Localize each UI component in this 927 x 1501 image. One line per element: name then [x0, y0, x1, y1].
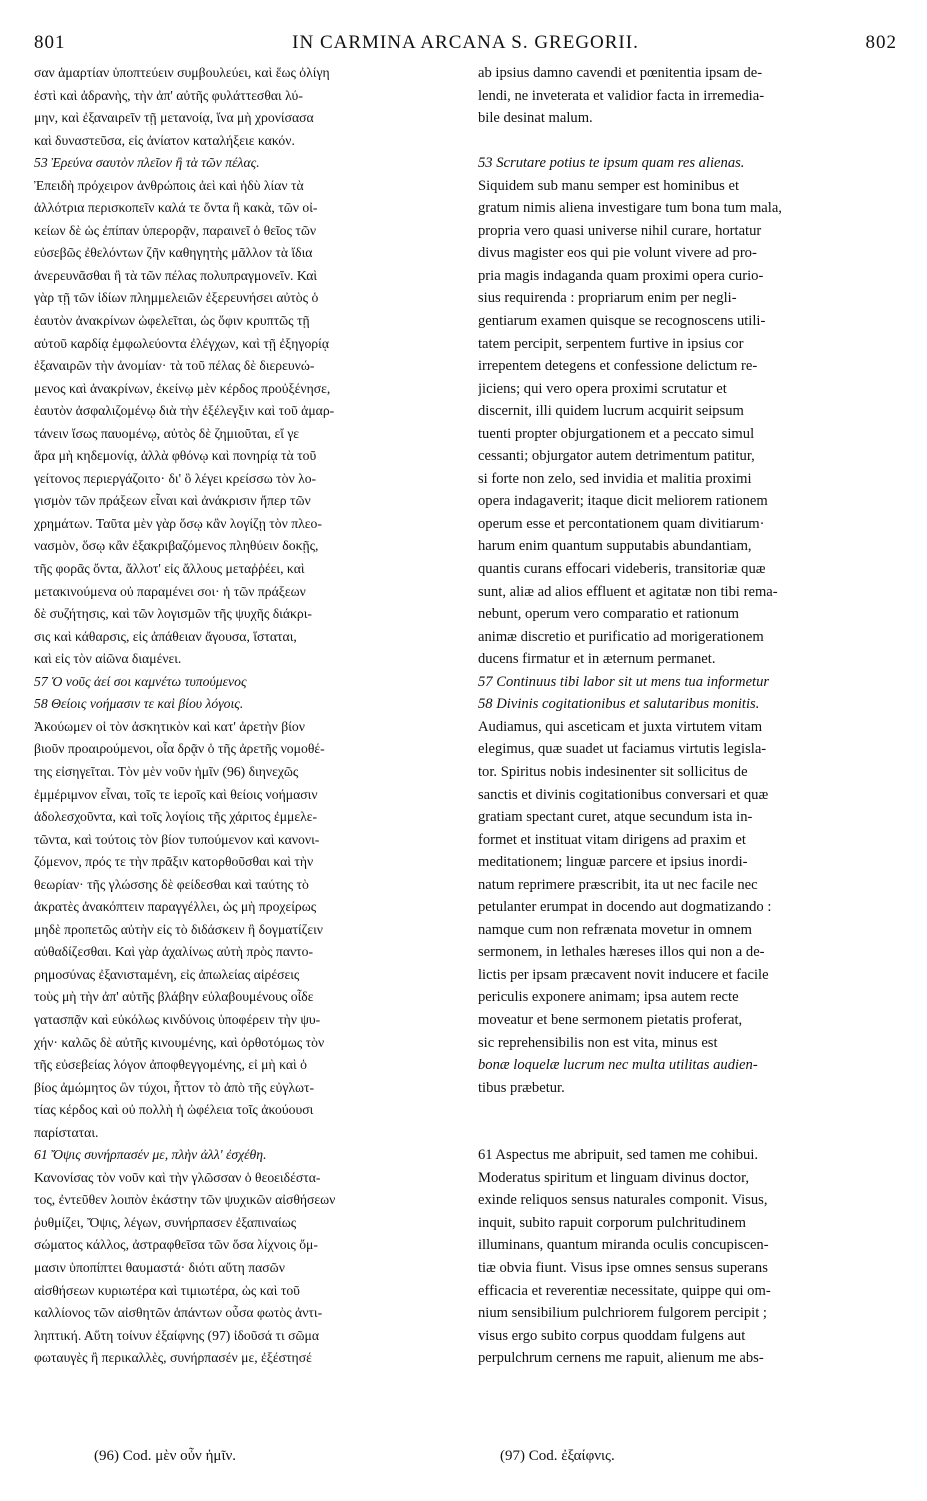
text-line: ἐστὶ καὶ ἀδρανὴς, τὴν ἀπ' αὐτῆς φυλάττεσθαι λύ- [34, 87, 303, 103]
text-line: σαν ἁμαρτίαν ὑποπτεύειν συμβουλεύει, καὶ ἕως ὀλίγη [34, 65, 330, 80]
footnote-96: (96) Cod. μὲν οὖν ἡμῖν. [94, 1448, 237, 1464]
text-line [478, 1122, 896, 1145]
text-line: natum reprimere præscribit, ita ut nec facile nec [478, 876, 758, 893]
text-line: γὰρ τῇ τῶν ἰδίων πλημμελειῶν ἐξερευνήσει αὐτὸς ὁ [34, 290, 319, 306]
text-line: γισμὸν τῶν πράξεων εἶναι καὶ ἀνάκρισιν ἤπερ τῶν [34, 493, 311, 509]
text-line: ἑαυτὸν ἀνακρίνων ὠφελεῖται, ὡς ὄφιν κρυπτῶς τῇ [34, 313, 310, 329]
text-line: nium sensibilium pulchriorem fulgorem percipit ; [478, 1305, 767, 1322]
text-line: δὲ συζήτησις, καὶ τῶν λογισμῶν τῆς ψυχῆς διάκρι- [34, 606, 312, 622]
right-page-number: 802 [865, 32, 897, 53]
text-line: νασμὸν, ὅσῳ κἂν ἐξακριβαζόμενος πληθύειν δοκῇς, [34, 538, 319, 554]
text-line: pria magis indaganda quam proximi opera curio- [478, 267, 764, 284]
text-line: 61 Aspectus me abripuit, sed tamen me cohibui. [478, 1147, 759, 1164]
left-page-number: 801 [34, 32, 66, 53]
text-line: 58 Θείοις νοήμασιν τε καὶ βίου λόγοις. [34, 696, 244, 712]
text-line: gratum nimis aliena investigare tum bona tum mala, [478, 200, 782, 217]
text-line: θεωρίαν· τῆς γλώσσης δὲ φείδεσθαι καὶ ταύτης τὸ [34, 876, 309, 892]
text-line: μετακινούμενα οὐ παραμένει σοι· ἡ τῶν πράξεων [34, 583, 306, 599]
text-line: ἀλλότρια περισκοπεῖν καλά τε ὄντα ἢ κακὰ, τῶν οἰ- [34, 200, 318, 216]
text-line: perpulchrum cernens me rapuit, alienum me abs- [478, 1350, 764, 1367]
text-line: ἐξαναιρῶν τὴν ἀνομίαν· τὰ τοῦ πέλας δὲ διερευνώ- [34, 358, 315, 374]
text-line: σώματος κάλλος, ἀστραφθεῖσα τῶν ὅσα λίχνοις ὄμ- [34, 1237, 318, 1253]
text-line: sanctis et divinis cogitationibus conversari et quæ [478, 786, 769, 803]
text-line: jiciens; qui vero opera proximi scrutatur et [478, 380, 727, 397]
greek-column [34, 62, 464, 1370]
text-line: χρημάτων. Ταῦτα μὲν γὰρ ὅσῳ κἂν λογίζῃ τὸν πλεο- [34, 515, 322, 531]
text-line: 57 Ὁ νοῦς ἀεί σοι καμνέτω τυπούμενος [34, 673, 247, 689]
text-line: bonæ loquelæ lucrum nec multa utilitas audien- [478, 1057, 758, 1074]
text-line: Ἐπειδὴ πρόχειρον ἀνθρώποις ἀεὶ καὶ ἡδὺ λίαν τὰ [34, 177, 304, 193]
text-line: αὐθαδίζεσθαι. Καὶ γὰρ ἀχαλίνως αὐτὴ πρὸς παντο- [34, 944, 314, 960]
text-line: καλλίονος τῶν αἰσθητῶν ἁπάντων οὖσα φωτὸς ἀντι- [34, 1305, 323, 1321]
text-line: si forte non zelo, sed invidia et malitia proximi [478, 470, 752, 487]
text-line: meditationem; linguæ parcere et ipsius inordi- [478, 854, 748, 871]
text-line: μενος καὶ ἀνακρίνων, ἐκείνῳ μὲν κέρδος προὐξένησε, [34, 380, 331, 396]
text-line: αἰσθήσεων κυριωτέρα καὶ τιμιωτέρα, ὡς καὶ τοῦ [34, 1282, 300, 1298]
text-line: εὐσεβῶς ἐθελόντων ζῆν καθηγητὴς μᾶλλον τὰ ἴδια [34, 245, 313, 261]
text-line: sius requirenda : propriarum enim per negli- [478, 290, 737, 307]
text-line: tor. Spiritus nobis indesinenter sit sollicitus de [478, 763, 748, 780]
footnotes [0, 1448, 927, 1474]
text-line: ζόμενον, πρός τε τὴν πρᾶξιν κατορθοῦσθαι καὶ τὴν [34, 854, 314, 870]
text-line: exinde reliquos sensus naturales componit. Visus, [478, 1192, 768, 1209]
text-line: ab ipsius damno cavendi et pœnitentia ipsam de- [478, 65, 763, 81]
text-line [478, 130, 896, 153]
text-line: μηδὲ προπετῶς αὐτὴν εἰς τὸ διδάσκειν ἢ δογματίζειν [34, 921, 323, 937]
text-line: 53 Ἐρεύνα σαυτὸν πλεῖον ἢ τὰ τῶν πέλας. [34, 155, 260, 171]
text-line: propria vero quasi universe nihil curare, hortatur [478, 222, 762, 239]
text-line: της εἰσηγεῖται. Τὸν μὲν νοῦν ἡμῖν (96) διηνεχῶς [34, 763, 299, 779]
text-line: μασιν ὑποπίπτει θαυμαστά· διότι αὕτη πασῶν [34, 1259, 285, 1275]
text-line: τῆς εὐσεβείας λόγον ἀποφθεγγομένης, εἰ μὴ καὶ ὁ [34, 1057, 307, 1073]
text-line: ἀνερευνᾶσθαι ἢ τὰ τῶν πέλας πολυπραγμονεῖν. Καὶ [34, 267, 318, 283]
text-line: Ἀκούωμεν οἱ τὸν ἀσκητικὸν καὶ κατ' ἀρετὴν βίον [34, 718, 305, 734]
text-line: discernit, illi quidem lucrum acquirit seipsum [478, 403, 744, 420]
text-line: 58 Divinis cogitationibus et salutaribus monitis. [478, 696, 760, 713]
text-line: ἑαυτὸν ἀσφαλιζομένῳ διὰ τὴν ἐξέλεγξιν καὶ τοῦ ἁμαρ- [34, 403, 335, 419]
text-line: ἐμμέριμνον εἶναι, τοῖς τε ἱεροῖς καὶ θείοις νοήμασιν [34, 786, 318, 802]
text-line: ducens firmatur et in æternum permanet. [478, 651, 716, 668]
text-line: φωταυγὲς ἢ περικαλλὲς, συνήρπασέν με, ἐξέστησέ [34, 1350, 312, 1366]
text-line: quantis curans effocari videberis, transitoriæ quæ [478, 561, 766, 578]
text-line: lictis per ipsam præcavent novit inducere et facile [478, 966, 769, 983]
text-line: illuminans, quantum miranda oculis concupiscen- [478, 1237, 769, 1254]
text-line: 61 Ὄψις συνήρπασέν με, πλὴν ἀλλ' ἐσχέθη. [34, 1147, 267, 1163]
text-line: nebunt, operum vero comparatio et rationum [478, 606, 739, 623]
text-line: ἀκρατὲς ἀνακόπτειν παραγγέλλει, ὡς μὴ προχείρως [34, 899, 317, 915]
running-title: IN CARMINA ARCANA S. GREGORII. [292, 32, 639, 53]
text-line: χήν· καλῶς δὲ αὐτῆς κινουμένης, καὶ ὀρθοτόμως τὸν [34, 1034, 325, 1050]
text-line: periculis exponere animam; ipsa autem recte [478, 989, 739, 1006]
text-line: Audiamus, qui asceticam et juxta virtutem vitam [478, 718, 763, 735]
text-line: sunt, aliæ ad alios effluent et agitatæ non tibi rema- [478, 583, 778, 600]
text-line: sermonem, in lethales hæreses illos qui non a de- [478, 944, 765, 961]
text-line: petulanter erumpat in docendo aut dogmatizando : [478, 899, 772, 916]
text-line [478, 1099, 896, 1122]
text-line: irrepentem detegens et confessione delictum re- [478, 358, 758, 375]
text-line: 53 Scrutare potius te ipsum quam res alienas. [478, 155, 745, 172]
text-line: τάνειν ἴσως παυομένῳ, αὐτὸς δὲ ζημιοῦται, εἴ γε [34, 425, 299, 441]
running-header [34, 32, 897, 56]
text-line: namque cum non refrænata movetur in omnem [478, 921, 752, 938]
text-line: visus ergo subito corpus quoddam fulgens aut [478, 1327, 746, 1344]
text-line: κείων δὲ ὡς ἐπίπαν ὑπερορᾷν, παραινεῖ ὁ θεῖος τῶν [34, 222, 317, 238]
text-line: ἄρα μὴ κηδεμονίᾳ, ἀλλὰ φθόνῳ καὶ πονηρίᾳ τὰ τοῦ [34, 448, 317, 464]
text-line: bile desinat malum. [478, 110, 593, 127]
text-line: 57 Continuus tibi labor sit ut mens tua informetur [478, 673, 770, 690]
text-line: sic reprehensibilis non est vita, minus est [478, 1034, 718, 1051]
text-line: formet et instituat vitam dirigens ad praxim et [478, 831, 746, 848]
text-line: καὶ εἰς τὸν αἰῶνα διαμένει. [34, 651, 182, 667]
text-line: Κανονίσας τὸν νοῦν καὶ τὴν γλῶσσαν ὁ θεοειδέστα- [34, 1169, 321, 1185]
text-line: μην, καὶ ἐξαναιρεῖν τῇ μετανοίᾳ, ἵνα μὴ χρονίσασα [34, 110, 314, 126]
text-line: tuenti propter objurgationem et a peccato simul [478, 425, 755, 442]
text-line: γατασπᾷν καὶ εὐκόλως κινδύνοις ὑποφέρειν τὴν ψυ- [34, 1011, 321, 1027]
text-line: βίος ἀμώμητος ὢν τύχοι, ἧττον τὸ ἀπὸ τῆς εὐγλωτ- [34, 1079, 315, 1095]
text-line: cessanti; objurgator autem detrimentum patitur, [478, 448, 755, 465]
text-line: τίας κέρδος καὶ οὐ πολλὴ ἡ ὠφέλεια τοῖς ἀκούουσι [34, 1102, 314, 1118]
text-line: harum enim quantum supputabis abundantiam, [478, 538, 752, 555]
text-line: opera indagaverit; itaque dicit meliorem rationem [478, 493, 768, 510]
text-line: σις καὶ κάθαρσις, εἰς ἀπάθειαν ἄγουσα, ἵσταται, [34, 628, 297, 644]
text-line: inquit, subito rapuit corporum pulchritudinem [478, 1214, 746, 1231]
text-line: tiæ obvia fiunt. Visus ipse omnes sensus superans [478, 1259, 768, 1276]
text-line: animæ discretio et purificatio ad morigerationem [478, 628, 764, 645]
latin-column [478, 62, 896, 1370]
text-line: operum esse et percontationem quam divitiarum· [478, 515, 765, 532]
text-line: elegimus, quæ suadet ut faciamus virtutis legisla- [478, 741, 767, 758]
text-line: τοὺς μὴ τὴν ἀπ' αὐτῆς βλάβην εὐλαβουμένους οἶδε [34, 989, 314, 1005]
text-line: Siquidem sub manu semper est hominibus et [478, 177, 740, 194]
text-line: παρίσταται. [34, 1124, 99, 1140]
text-line: βιοῦν προαιρούμενοι, οἷα δρᾷν ὁ τῆς ἀρετῆς νομοθέ- [34, 741, 325, 757]
text-line: gentiarum examen quisque se recognoscens utili- [478, 313, 766, 330]
text-line: ρημοσύνας ἐξανισταμένη, εἰς ἀπωλείας αἱρέσεις [34, 966, 300, 982]
text-line: efficacia et reverentiæ necessitate, quippe qui om- [478, 1282, 771, 1299]
text-line: αὐτοῦ καρδίᾳ ἐμφωλεύοντα ἐλέγχων, καὶ τῇ ἐξηγορίᾳ [34, 335, 329, 351]
text-line: τῶντα, καὶ τούτοις τὸν βίον τυπούμενον καὶ κανονι- [34, 831, 320, 847]
text-line: ἀδολεσχοῦντα, καὶ τοῖς λογίοις τῆς χάριτος ἐμμελε- [34, 809, 318, 825]
text-line: Moderatus spiritum et linguam divinus doctor, [478, 1169, 749, 1186]
text-line: γείτονος περιεργάζοιτο· δι' ὃ λέγει κρείσσω τὸν λο- [34, 470, 317, 486]
text-line: τῆς φορᾶς ὄντα, ἄλλοτ' εἰς ἄλλους μεταῤῥέει, καὶ [34, 561, 305, 577]
text-line: tatem percipit, serpentem furtive in ipsius cor [478, 335, 744, 352]
text-line: moveatur et bene sermonem pietatis proferat, [478, 1011, 743, 1028]
text-line: τος, ἐντεῦθεν λοιπὸν ἑκάστην τῶν ψυχικῶν αἰσθήσεων [34, 1192, 336, 1208]
footnote-97: (97) Cod. ἐξαίφνις. [500, 1448, 615, 1464]
text-line: lendi, ne inveterata et validior facta in irremedia- [478, 87, 765, 104]
text-line: ληπτική. Αὕτη τοίνυν ἐξαίφνης (97) ἰδοῦσά τι σῶμα [34, 1327, 319, 1343]
text-line: gratiam spectant curet, atque secundum ista in- [478, 809, 753, 826]
text-line: καὶ δυναστεῦσα, εἰς ἀνίατον καταλήξειε κακόν. [34, 132, 295, 148]
text-line: ῥυθμίζει, Ὄψις, λέγων, συνήρπασεν ἐξαπιναίως [34, 1214, 297, 1230]
text-line: tibus præbetur. [478, 1079, 565, 1096]
text-line: divus magister eos qui pie volunt vivere ad pro- [478, 245, 757, 262]
